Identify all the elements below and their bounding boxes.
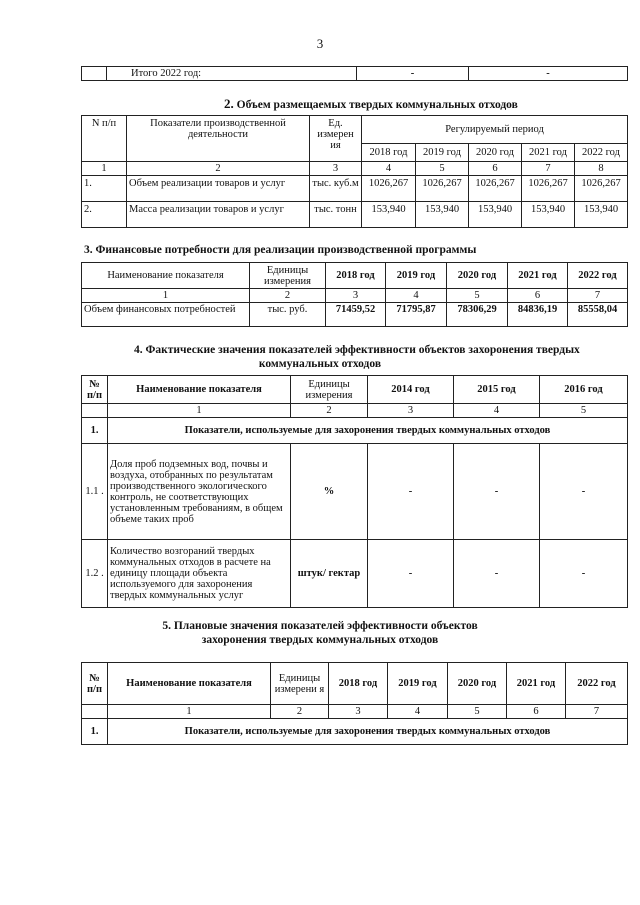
- s5-colnum: 3: [329, 705, 388, 719]
- section-5-table: [81, 662, 628, 745]
- row-value: -: [368, 540, 454, 608]
- row-num: 1.1 .: [82, 444, 108, 540]
- row-value: -: [368, 444, 454, 540]
- s2-year: 2018 год: [362, 144, 416, 162]
- row-num: 1.: [82, 176, 127, 202]
- s5-colnum: 1: [108, 705, 271, 719]
- row-value: 78306,29: [447, 303, 508, 327]
- s5-header-unit: Единицы измерени я: [271, 663, 329, 705]
- row-num: 1.2 .: [82, 540, 108, 608]
- s4-colnum: 4: [454, 404, 540, 418]
- row-name: Доля проб подземных вод, почвы и воздуха, отобранных по результатам производственного экологического контроль, не соответствующих установленным требованиям, в общем объеме таких проб: [108, 444, 291, 540]
- s2-year: 2019 год: [416, 144, 469, 162]
- table-row: [82, 540, 628, 608]
- total-value-2: -: [469, 67, 628, 81]
- s3-colnum: 2: [250, 289, 326, 303]
- s4-group-title: Показатели, используемые для захоронения твердых коммунальных отходов: [108, 418, 628, 444]
- s5-colnum: 4: [388, 705, 448, 719]
- row-unit: тыс. руб.: [250, 303, 326, 327]
- s5-header-name: Наименование показателя: [108, 663, 271, 705]
- row-value: 153,940: [416, 202, 469, 228]
- total-value-1: -: [357, 67, 469, 81]
- row-name: Количество возгораний твердых коммунальных отходов в расчете на единицу площади объекта используемого для захоронения твердых коммунальных услуг: [108, 540, 291, 608]
- s3-colnum: 3: [326, 289, 386, 303]
- section-2-number: 2.: [224, 96, 234, 111]
- s4-colnum: 1: [108, 404, 291, 418]
- s3-colnum: 5: [447, 289, 508, 303]
- section-4-table: [81, 375, 628, 608]
- row-value: -: [454, 444, 540, 540]
- row-value: 85558,04: [568, 303, 628, 327]
- s4-year: 2016 год: [540, 376, 628, 404]
- row-name: Масса реализации товаров и услуг: [127, 202, 310, 228]
- row-value: 84836,19: [508, 303, 568, 327]
- row-num: 2.: [82, 202, 127, 228]
- top-total-table: [81, 66, 628, 81]
- table-row: [82, 303, 628, 327]
- row-name: Объем финансовых потребностей: [82, 303, 250, 327]
- row-value: 153,940: [575, 202, 628, 228]
- s2-colnum: 2: [127, 162, 310, 176]
- s4-group-num: 1.: [82, 418, 108, 444]
- total-label: Итого 2022 год:: [107, 67, 357, 81]
- s2-colnum: 6: [469, 162, 522, 176]
- row-unit: тыс. тонн: [310, 202, 362, 228]
- s3-colnum: 4: [386, 289, 447, 303]
- section-5-title-line1: 5. Плановые значения показателей эффективности объектов: [162, 620, 478, 632]
- s3-year: 2018 год: [326, 263, 386, 289]
- s5-year: 2022 год: [566, 663, 628, 705]
- s4-year: 2015 год: [454, 376, 540, 404]
- s3-year: 2020 год: [447, 263, 508, 289]
- s5-year: 2021 год: [507, 663, 566, 705]
- s2-year: 2022 год: [575, 144, 628, 162]
- s5-colnum: 2: [271, 705, 329, 719]
- s3-year: 2019 год: [386, 263, 447, 289]
- page-number: 3: [316, 36, 324, 51]
- s2-header-unit: Ед. измерен ия: [310, 116, 362, 162]
- s5-header-num: № п/п: [82, 663, 108, 705]
- s2-colnum: 7: [522, 162, 575, 176]
- row-value: 1026,267: [362, 176, 416, 202]
- s2-colnum: 1: [82, 162, 127, 176]
- s4-colnum: 3: [368, 404, 454, 418]
- s5-year: 2019 год: [388, 663, 448, 705]
- row-value: 1026,267: [575, 176, 628, 202]
- s5-group-num: 1.: [82, 719, 108, 745]
- section-2-table: [81, 115, 628, 228]
- row-value: 1026,267: [522, 176, 575, 202]
- section-4-title-line2: коммунальных отходов: [258, 358, 382, 370]
- s2-year: 2021 год: [522, 144, 575, 162]
- row-value: 71459,52: [326, 303, 386, 327]
- s4-header-name: Наименование показателя: [108, 376, 291, 404]
- s3-header-unit: Единицы измерения: [250, 263, 326, 289]
- s2-header-num: N п/п: [82, 116, 127, 162]
- row-value: 71795,87: [386, 303, 447, 327]
- s2-header-period: Регулируемый период: [362, 116, 628, 144]
- row-unit: штук/ гектар: [291, 540, 368, 608]
- s5-colnum: 7: [566, 705, 628, 719]
- s5-colnum: 5: [448, 705, 507, 719]
- s5-group-title: Показатели, используемые для захоронения твердых коммунальных отходов: [108, 719, 628, 745]
- row-value: -: [454, 540, 540, 608]
- s5-colnum: 6: [507, 705, 566, 719]
- s4-header-unit: Единицы измерения: [291, 376, 368, 404]
- s3-colnum: 1: [82, 289, 250, 303]
- row-value: 1026,267: [416, 176, 469, 202]
- section-5-title-line2: захоронения твердых коммунальных отходов: [201, 634, 439, 646]
- s5-year: 2020 год: [448, 663, 507, 705]
- s3-year: 2021 год: [508, 263, 568, 289]
- table-row: [82, 444, 628, 540]
- s2-colnum: 8: [575, 162, 628, 176]
- section-3-title: 3. Финансовые потребности для реализации производственной программы: [84, 244, 477, 256]
- s3-header-name: Наименование показателя: [82, 263, 250, 289]
- row-value: -: [540, 444, 628, 540]
- table-row: [82, 176, 628, 202]
- s2-colnum: 3: [310, 162, 362, 176]
- row-unit: %: [291, 444, 368, 540]
- row-unit: тыс. куб.м: [310, 176, 362, 202]
- s3-colnum: 7: [568, 289, 628, 303]
- row-value: 1026,267: [469, 176, 522, 202]
- s3-year: 2022 год: [568, 263, 628, 289]
- section-3-table: [81, 262, 628, 327]
- s5-year: 2018 год: [329, 663, 388, 705]
- s4-header-num: № п/п: [82, 376, 108, 404]
- s2-year: 2020 год: [469, 144, 522, 162]
- row-value: 153,940: [469, 202, 522, 228]
- s4-colnum: 2: [291, 404, 368, 418]
- section-2-title: [224, 96, 518, 112]
- s2-colnum: 5: [416, 162, 469, 176]
- s2-colnum: 4: [362, 162, 416, 176]
- s4-colnum: 5: [540, 404, 628, 418]
- s2-header-name: Показатели производственной деятельности: [127, 116, 310, 162]
- table-row: [82, 202, 628, 228]
- section-2-text: Объем размещаемых твердых коммунальных отходов: [236, 99, 518, 111]
- row-value: -: [540, 540, 628, 608]
- s4-year: 2014 год: [368, 376, 454, 404]
- row-value: 153,940: [522, 202, 575, 228]
- s3-colnum: 6: [508, 289, 568, 303]
- row-value: 153,940: [362, 202, 416, 228]
- section-4-title-line1: 4. Фактические значения показателей эффективности объектов захоронения твердых: [134, 344, 580, 356]
- row-name: Объем реализации товаров и услуг: [127, 176, 310, 202]
